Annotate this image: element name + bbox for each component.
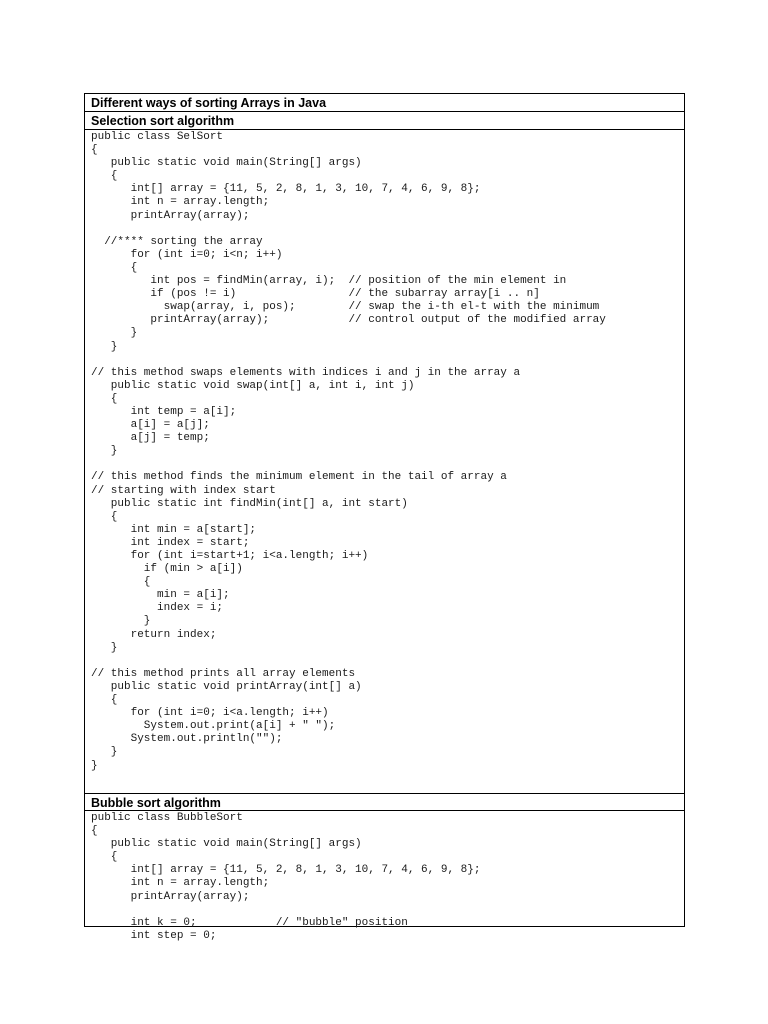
code-line: public static void printArray(int[] a) (91, 680, 362, 693)
code-line: } (91, 746, 118, 759)
code-line: } (91, 759, 98, 772)
code-line: { (91, 392, 118, 405)
code-line: public static void swap(int[] a, int i, int j) (91, 379, 415, 392)
code-line: System.out.print(a[i] + " "); (91, 720, 336, 733)
code-line (91, 458, 678, 471)
code-line: { (91, 510, 118, 523)
section-heading-bubble-sort: Bubble sort algorithm (85, 793, 684, 811)
code-line: public static int findMin(int[] a, int start) (91, 497, 408, 510)
code-line: public class BubbleSort (91, 812, 243, 824)
code-line: } (91, 615, 151, 628)
code-line: if (min > a[i]) (91, 563, 243, 576)
code-line: { (91, 576, 151, 589)
code-line: // this method swaps elements with indices i and j in the array a (91, 366, 521, 379)
code-line: int pos = findMin(array, i); // position of the min element in (91, 275, 567, 288)
code-line: index = i; (91, 602, 224, 615)
code-line: { (91, 694, 118, 707)
code-line: { (91, 261, 138, 274)
code-line: // this method prints all array elements (91, 667, 356, 680)
code-line (91, 655, 678, 668)
code-line: { (91, 825, 98, 838)
code-line (91, 354, 678, 367)
code-line: a[j] = temp; (91, 432, 210, 445)
code-line: } (91, 445, 118, 458)
code-line: printArray(array); (91, 209, 250, 222)
code-line: int n = array.length; (91, 877, 270, 890)
code-line: } (91, 340, 118, 353)
code-line: int k = 0; // "bubble" position (91, 916, 408, 929)
code-line: min = a[i]; (91, 589, 230, 602)
document-title: Different ways of sorting Arrays in Java (85, 94, 684, 112)
code-line: for (int i=0; i<a.length; i++) (91, 707, 329, 720)
code-block-selection-sort (85, 130, 684, 793)
code-line: int index = start; (91, 536, 250, 549)
code-line: int step = 0; (91, 929, 217, 942)
code-line: for (int i=0; i<n; i++) (91, 248, 283, 261)
code-line: //**** sorting the array (91, 235, 263, 248)
code-line: // starting with index start (91, 484, 276, 497)
code-line: { (91, 144, 98, 157)
code-line (91, 223, 678, 236)
code-line: printArray(array); (91, 890, 250, 903)
code-line: System.out.println(""); (91, 733, 283, 746)
code-line: public class SelSort (91, 131, 224, 143)
code-line: public static void main(String[] args) (91, 157, 362, 170)
code-line: int[] array = {11, 5, 2, 8, 1, 3, 10, 7, 4, 6, 9, 8}; (91, 183, 481, 196)
code-line: public static void main(String[] args) (91, 838, 362, 851)
document-table (84, 93, 685, 942)
code-line: a[i] = a[j]; (91, 419, 210, 432)
code-line: swap(array, i, pos); // swap the i-th el-t with the minimum (91, 301, 600, 314)
code-line: int min = a[start]; (91, 523, 257, 536)
code-block-bubble-sort (85, 811, 684, 943)
code-line: { (91, 170, 118, 183)
code-line: } (91, 327, 138, 340)
code-line: return index; (91, 628, 217, 641)
code-line: int temp = a[i]; (91, 405, 237, 418)
code-line: if (pos != i) // the subarray array[i .. n] (91, 288, 540, 301)
code-line: // this method finds the minimum element in the tail of array a (91, 471, 507, 484)
code-line: int[] array = {11, 5, 2, 8, 1, 3, 10, 7, 4, 6, 9, 8}; (91, 864, 481, 877)
section-heading-selection-sort: Selection sort algorithm (85, 112, 684, 130)
code-line: printArray(array); // control output of the modified array (91, 314, 606, 327)
code-line: for (int i=start+1; i<a.length; i++) (91, 550, 369, 562)
code-line: } (91, 641, 118, 654)
code-line: { (91, 851, 118, 864)
code-line (91, 904, 678, 917)
code-line: int n = array.length; (91, 196, 270, 209)
